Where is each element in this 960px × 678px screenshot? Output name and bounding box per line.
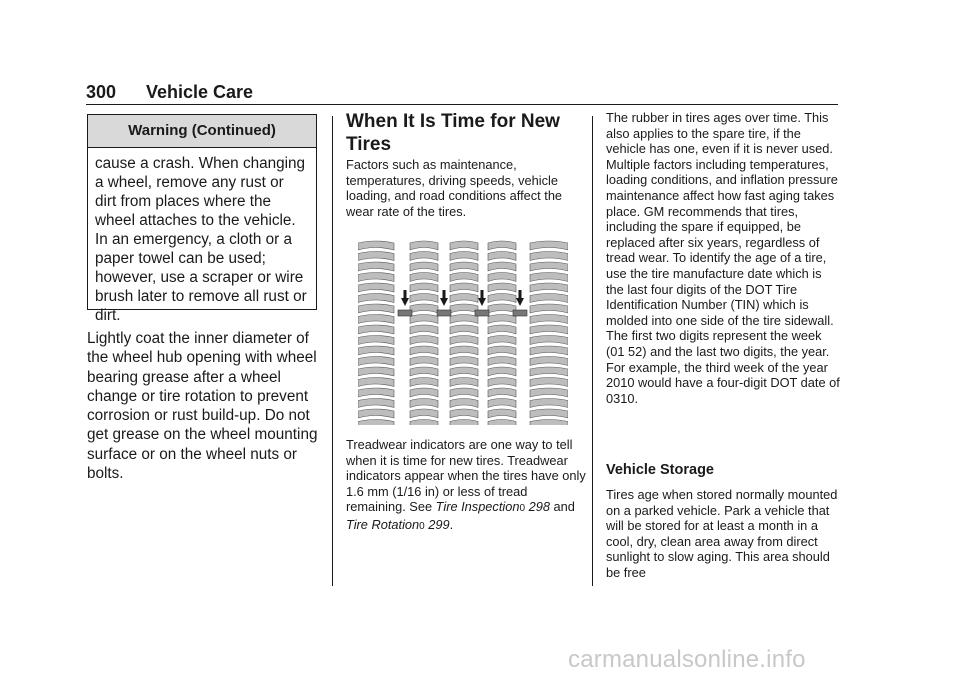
tread-block [450,252,478,261]
tread-block [358,367,394,376]
page-number: 300 [86,82,117,102]
tread-block [410,346,438,355]
tire-rotation-link[interactable]: Tire Rotation [346,516,420,532]
tread-block [450,241,478,250]
tread-block [358,283,394,292]
tread-block [358,357,394,366]
tread-block [358,388,394,397]
tread-block [488,336,516,345]
tread-block [530,283,568,292]
wear-bar [475,310,489,316]
tread-block [410,262,438,271]
tread-block [488,367,516,376]
body-paragraph: The rubber in tires ages over time. This also applies to the spare tire, if the vehicle has one, even if it is never used. Multiple factors including temperatures, loading conditions, and inflation pressure maintenance affect how fast aging takes place. GM recommends that tires, including the spare if equipped, be replaced after six years, regardless of tread wear. To identify the age of a tire, use the tire manufacture date which is the last four digits of the DOT Tire Identification Number (TIN) which is molded into one side of the tire sidewall. The first two digits represent the week (01 52) and the last two digits, the year. For example, the third week of the year 2010 would have a four-digit DOT date of 0310. [606,110,840,406]
tread-block [410,409,438,418]
tread-block [530,399,568,408]
warning-body: cause a crash. When changing a wheel, remove any rust or dirt from places where the wheel attaches to the vehicle. In an emergency, a cloth or a paper towel can be used; however, use a scraper or wire brush later to remove all rust or dirt. [95,155,307,324]
tread-block [410,378,438,387]
page-header [86,82,253,103]
tread-block [488,325,516,334]
tread-block [530,252,568,261]
tread-block [488,388,516,397]
tread-block [488,304,516,313]
tread-block [410,294,438,303]
tread-block [450,336,478,345]
tread-block [410,304,438,313]
tread-block [450,399,478,408]
tread-block [450,357,478,366]
tread-block [358,294,394,303]
tread-block [358,346,394,355]
tread-block [358,304,394,313]
tread-block [488,294,516,303]
tread-block [450,325,478,334]
tread-block [530,294,568,303]
indicator-arrow-icon [440,290,448,306]
tread-block [450,367,478,376]
tread-block [450,388,478,397]
column-divider [592,116,593,586]
tread-block [410,357,438,366]
tread-block [450,420,478,426]
tread-block [530,273,568,282]
wear-bar [513,310,527,316]
tread-block [410,336,438,345]
tread-block [450,294,478,303]
wear-bar [437,310,451,316]
tread-block [358,420,394,426]
tread-block [488,315,516,324]
warning-title: Warning (Continued) [88,115,316,148]
section-title: Vehicle Care [146,82,254,102]
tread-block [530,241,568,250]
tread-block [358,273,394,282]
tread-block [450,262,478,271]
tread-block [358,378,394,387]
tread-block [530,357,568,366]
tread-block [450,378,478,387]
tire-inspection-link[interactable]: Tire Inspection [435,499,520,515]
tread-block [358,336,394,345]
body-paragraph: Factors such as maintenance, temperatures, driving speeds, vehicle loading, and road conditions affect the wear rate of the tires. [346,157,563,219]
tread-block [488,357,516,366]
subheading: Vehicle Storage [606,462,714,478]
tread-block [410,315,438,324]
indicator-arrow-icon [478,290,486,306]
tread-block [358,241,394,250]
tread-block [488,262,516,271]
tread-block [358,399,394,408]
tread-block [488,346,516,355]
tread-block [488,399,516,408]
tread-block [410,241,438,250]
tread-block [488,273,516,282]
body-paragraph: Treadwear indicators are one way to tell when it is time for new tires. Treadwear indicators appear when the tires have only 1.6 mm (1/16 in) or less of tread remaining. See Tire Inspection0 298 and Tire Rotation0 299. [346,437,586,532]
section-heading: When It Is Time for New Tires [346,111,560,155]
header-rule [86,104,838,105]
tread-block [358,252,394,261]
tread-block [450,273,478,282]
tread-block [488,420,516,426]
tread-block [488,241,516,250]
tread-block [488,409,516,418]
tread-block [358,325,394,334]
tread-block [450,346,478,355]
treadwear-indicator-illustration [358,240,568,425]
tread-block [530,346,568,355]
tread-block [410,388,438,397]
page-reference[interactable]: 298 [528,499,550,515]
body-paragraph: Lightly coat the inner diameter of the wheel hub opening with wheel bearing grease after a wheel change or tire rotation to prevent corrosion or rust build-up. Do not get grease on the wheel mounting surface or on the wheel nuts or bolts. [87,330,318,483]
tread-block [410,399,438,408]
tread-block [450,283,478,292]
page-reference-arrow-icon: 0 [519,503,526,515]
tread-block [450,409,478,418]
tread-block [450,304,478,313]
tread-block [358,315,394,324]
tread-block [358,409,394,418]
tread-block [530,378,568,387]
warning-box [87,114,317,324]
tread-block [530,315,568,324]
watermark: carmanualsonline.info [568,646,806,673]
tread-block [488,283,516,292]
tread-block [410,420,438,426]
column-divider [332,116,333,586]
tread-block [530,420,568,426]
tread-block [488,378,516,387]
body-paragraph: Tires age when stored normally mounted on a parked vehicle. Park a vehicle that will be stored for at least a month in a cool, dry, clean area away from direct sunlight to slow aging. This area should be free [606,487,838,580]
tread-block [530,367,568,376]
tread-block [410,325,438,334]
tread-block [530,304,568,313]
tread-block [410,367,438,376]
tread-block [410,273,438,282]
tread-block [530,262,568,271]
tread-block [530,336,568,345]
tread-block [488,252,516,261]
tread-block [410,283,438,292]
wear-bar [398,310,412,316]
page-reference-arrow-icon: 0 [419,520,425,532]
tread-block [530,409,568,418]
tread-block [530,388,568,397]
tread-block [410,252,438,261]
tread-block [358,262,394,271]
tread-block [450,315,478,324]
page-reference[interactable]: 299 [428,516,450,532]
indicator-arrow-icon [401,290,409,306]
tread-block [530,325,568,334]
indicator-arrow-icon [516,290,524,306]
